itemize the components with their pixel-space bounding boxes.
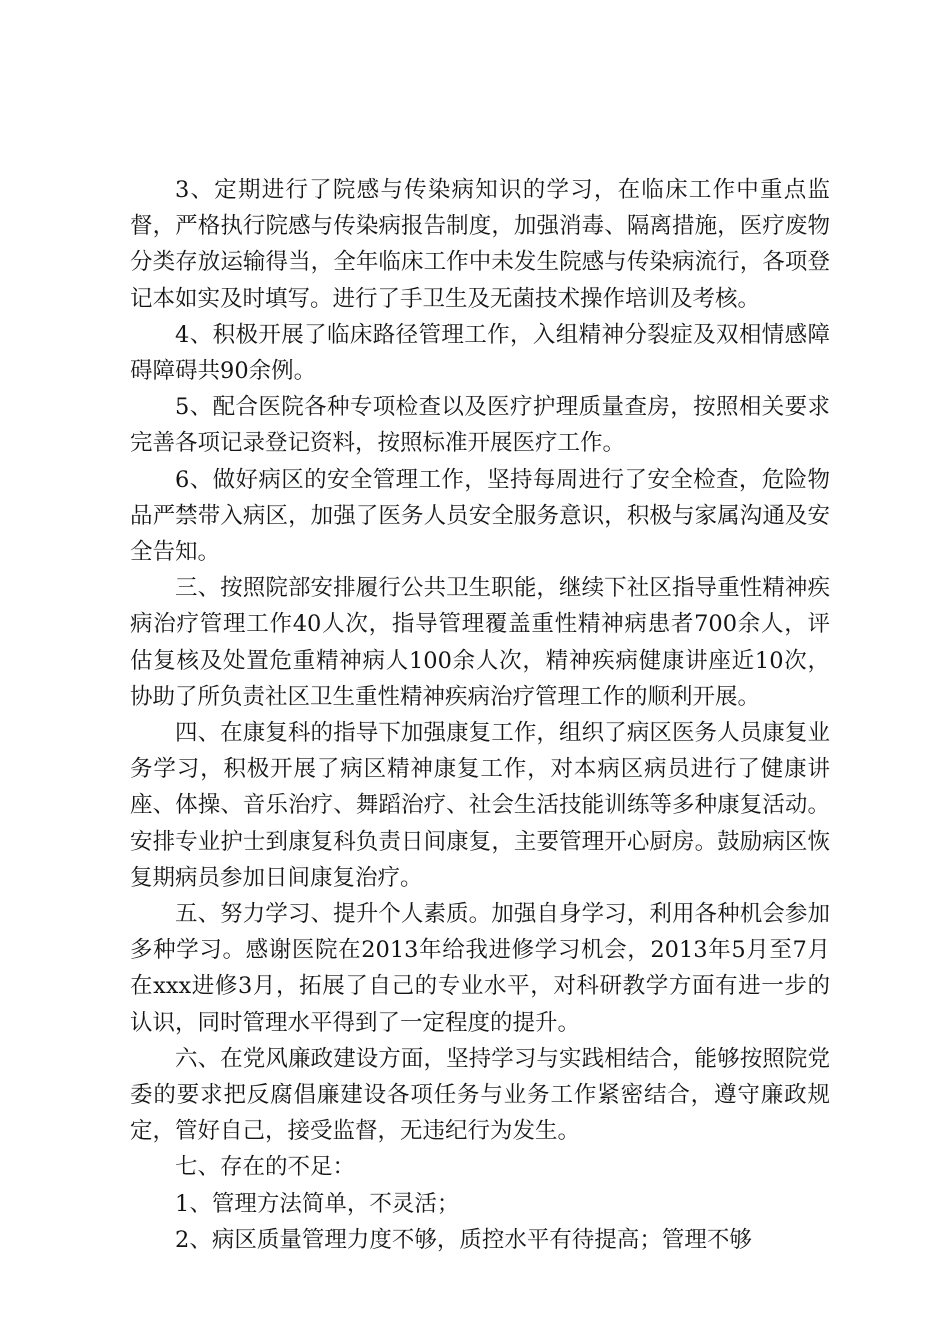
paragraph-shortcoming-1: 1、管理方法简单，不灵活； [175,1190,460,1217]
paragraph-item-3: 3、定期进行了院感与传染病知识的学习，在临床工作中重点监督，严格执行院感与传染病报告制度，加强消毒、隔离措施，医疗废物分类存放运输得当，全年临床工作中未发生院感与传染病流行，各项登记本如实及时填写。进行了手卫生及无菌技术操作培训及考核。 [130,177,830,312]
paragraph-section-6: 六、在党风廉政建设方面，坚持学习与实践相结合，能够按照院党委的要求把反腐倡廉建设各项任务与业务工作紧密结合，遵守廉政规定，管好自己，接受监督，无违纪行为发生。 [130,1045,830,1145]
paragraph-section-5: 五、努力学习、提升个人素质。加强自身学习，利用各种机会参加多种学习。感谢医院在2013年给我进修学习机会，2013年5月至7月在xxx进修3月，拓展了自己的专业水平，对科研教学方面有进一步的认识，同时管理水平得到了一定程度的提升。 [130,901,830,1036]
paragraph-item-4: 4、积极开展了临床路径管理工作，入组精神分裂症及双相情感障碍障碍共90余例。 [130,321,830,385]
document-body [130,172,830,1258]
paragraph-section-7-heading: 七、存在的不足： [175,1154,356,1181]
paragraph-section-4: 四、在康复科的指导下加强康复工作，组织了病区医务人员康复业务学习，积极开展了病区精神康复工作，对本病区病员进行了健康讲座、体操、音乐治疗、舞蹈治疗、社会生活技能训练等多种康复活动。安排专业护士到康复科负责日间康复，主要管理开心厨房。鼓励病区恢复期病员参加日间康复治疗。 [130,720,830,891]
paragraph-shortcoming-2: 2、病区质量管理力度不够，质控水平有待提高；管理不够 [175,1226,752,1253]
paragraph-item-6: 6、做好病区的安全管理工作，坚持每周进行了安全检查，危险物品严禁带入病区，加强了医务人员安全服务意识，积极与家属沟通及安全告知。 [130,466,830,566]
paragraph-section-3: 三、按照院部安排履行公共卫生职能，继续下社区指导重性精神疾病治疗管理工作40人次，指导管理覆盖重性精神病患者700余人，评估复核及处置危重精神病人100余人次，精神疾病健康讲座近10次，协助了所负责社区卫生重性精神疾病治疗管理工作的顺利开展。 [130,575,830,710]
paragraph-item-5: 5、配合医院各种专项检查以及医疗护理质量查房，按照相关要求完善各项记录登记资料，按照标准开展医疗工作。 [130,394,830,457]
